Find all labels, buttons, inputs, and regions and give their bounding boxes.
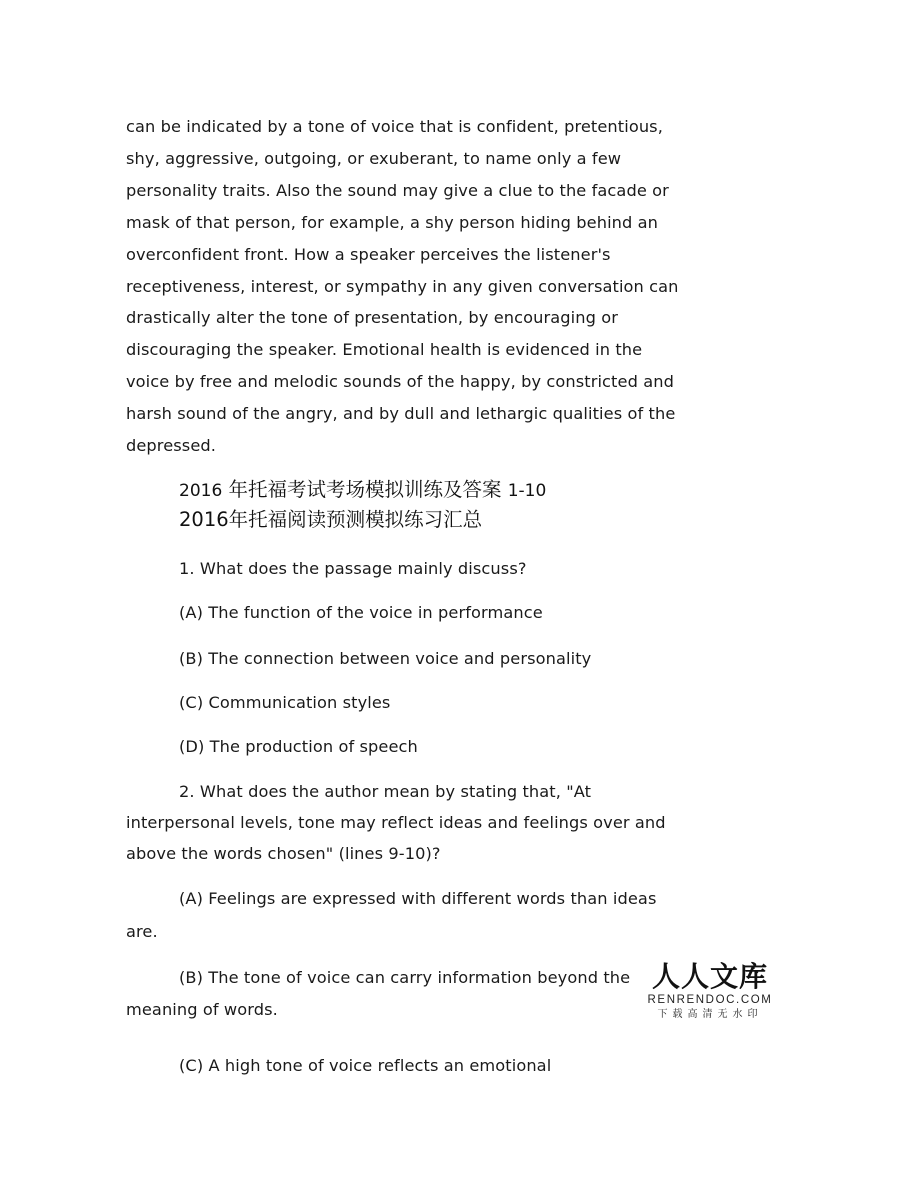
question-2-stem-line: 2. What does the author mean by stating that, "At: [179, 782, 592, 801]
title-text: 年托福考试考场模拟训练及答案: [228, 478, 502, 501]
passage-line: can be indicated by a tone of voice that is confident, pretentious,: [126, 117, 663, 136]
passage-line: overconfident front. How a speaker perceives the listener's: [126, 244, 611, 264]
renrendoc-watermark: [646, 960, 774, 1026]
question-2-option-b-line: meaning of words.: [126, 1000, 278, 1019]
question-2-stem-line: above the words chosen" (lines 9-10)?: [126, 844, 441, 863]
question-2-option-c: (C) A high tone of voice reflects an emotional: [179, 1056, 552, 1075]
question-1-option-b: (B) The connection between voice and personality: [179, 649, 592, 668]
passage-line: depressed.: [126, 436, 217, 456]
title-year: 2016: [179, 481, 223, 501]
section-subtitle-link[interactable]: 2016年托福阅读预测模拟练习汇总: [179, 508, 483, 531]
question-1-option-c: (C) Communication styles: [179, 693, 391, 712]
passage-line: drastically alter the tone of presentation, by encouraging or: [126, 308, 618, 328]
passage-line: mask of that person, for example, a shy person hiding behind an: [126, 212, 659, 232]
question-2-option-a-line: are.: [126, 922, 158, 941]
title-range: 1-10: [507, 481, 547, 501]
watermark-domain: RENRENDOC.COM: [647, 994, 773, 1006]
question-1-option-a: (A) The function of the voice in performance: [179, 603, 543, 622]
passage-line: discouraging the speaker. Emotional health is evidenced in the: [126, 340, 643, 360]
watermark-slogan: 下载高清无水印: [657, 1009, 763, 1020]
section-title-link[interactable]: [179, 476, 546, 505]
question-1-stem: 1. What does the passage mainly discuss?: [179, 559, 527, 578]
passage-line: voice by free and melodic sounds of the happy, by constricted and: [126, 372, 674, 392]
question-2-stem-line: interpersonal levels, tone may reflect ideas and feelings over and: [126, 813, 666, 832]
question-2-option-a-line: (A) Feelings are expressed with different words than ideas: [179, 889, 657, 908]
passage-line: personality traits. Also the sound may give a clue to the facade or: [126, 180, 669, 200]
passage-line: shy, aggressive, outgoing, or exuberant, to name only a few: [126, 148, 622, 168]
passage-text: [126, 111, 726, 462]
watermark-logo: 人人文库: [651, 960, 768, 993]
passage-line: harsh sound of the angry, and by dull and lethargic qualities of the: [126, 404, 676, 424]
question-2-option-b-line: (B) The tone of voice can carry information beyond the: [179, 968, 631, 987]
passage-line: receptiveness, interest, or sympathy in any given conversation can: [126, 276, 679, 296]
question-1-option-d: (D) The production of speech: [179, 737, 418, 756]
